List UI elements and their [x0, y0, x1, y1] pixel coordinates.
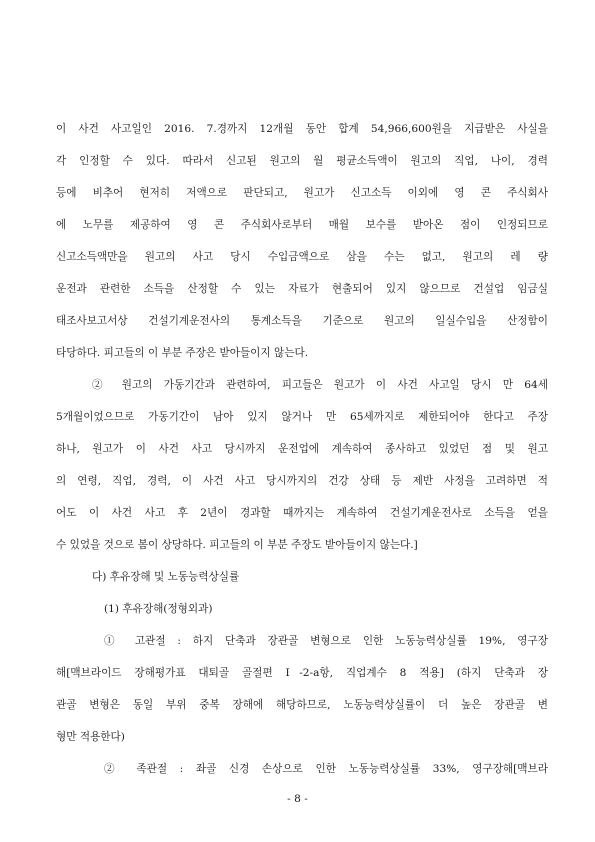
body-text-line: 수 있었을 것으로 봄이 상당하다. 피고들의 이 부분 주장도 받아들이지 않는다.] [56, 539, 418, 551]
body-text-line: 하나, 원고가 이 사건 사고 당시까지 운전업에 계속하여 종사하고 있었던 점 및 원고 [56, 443, 548, 455]
paragraph-start-line: ② 족관절 : 좌골 신경 손상으로 인한 노동능력상실률 33%, 영구장해[맥브라 [104, 763, 548, 775]
paragraph-start-line: ② 원고의 가동기간과 관련하여, 피고들은 원고가 이 사건 사고일 당시 만 64세 [92, 379, 548, 391]
body-text-line: 타당하다. 피고들의 이 부분 주장은 받아들이지 않는다. [56, 347, 309, 359]
subsection-heading: (1) 후유장해(정형외과) [104, 603, 213, 615]
body-text-line: 태조사보고서상 건설기계운전사의 통계소득을 기준으로 원고의 일실수입을 산정함이 [56, 315, 548, 327]
body-text-line: 의 연령, 직업, 경력, 이 사건 사고 당시까지의 건강 상태 등 제반 사정을 고려하면 적 [56, 475, 548, 487]
body-text-line: 등에 비추어 현저히 저액으로 판단되고, 원고가 신고소득 이외에 영 콘 주식회사 [56, 187, 548, 199]
body-text-line: 에 노무를 제공하여 영 콘 주식회사로부터 매월 보수를 받아온 점이 인정되므로 [56, 219, 548, 231]
body-text-line: 이 사건 사고일인 2016. 7.경까지 12개월 동안 합계 54,966,600원을 지급받은 사실을 [56, 123, 548, 135]
body-text-line: 각 인정할 수 있다. 따라서 신고된 원고의 월 평균소득액이 원고의 직업, 나이, 경력 [56, 155, 548, 167]
body-text-line: 해[맥브라이드 장해평가표 대퇴골 골절편 Ⅰ-2-a항, 직업계수 8 적용] (하지 단축과 장 [56, 667, 548, 679]
body-text-line: 어도 이 사건 사고 후 2년이 경과할 때까지는 계속하여 건설기계운전사로 소득을 얻을 [56, 507, 548, 519]
body-text-line: 운전과 관련한 소득을 산정할 수 있는 자료가 현출되어 있지 않으므로 건설업 임금실 [56, 283, 548, 295]
body-text-line: 5개월이었으므로 가동기간이 남아 있지 않거나 만 65세까지로 제한되어야 한다고 주장 [56, 411, 548, 423]
section-heading: 다) 후유장해 및 노동능력상실률 [92, 571, 240, 583]
body-text-line: 형만 적용한다) [56, 731, 125, 743]
paragraph-start-line: ① 고관절 : 하지 단축과 장관골 변형으로 인한 노동능력상실률 19%, 영구장 [104, 635, 548, 647]
body-text-line: 관골 변형은 동일 부위 중복 장해에 해당하므로, 노동능력상실률이 더 높은 장관골 변 [56, 699, 548, 711]
page-number: - 8 - [287, 793, 308, 805]
body-text-line: 신고소득액만을 원고의 사고 당시 수입금액으로 삼을 수는 없고, 원고의 레 량 [56, 251, 548, 263]
